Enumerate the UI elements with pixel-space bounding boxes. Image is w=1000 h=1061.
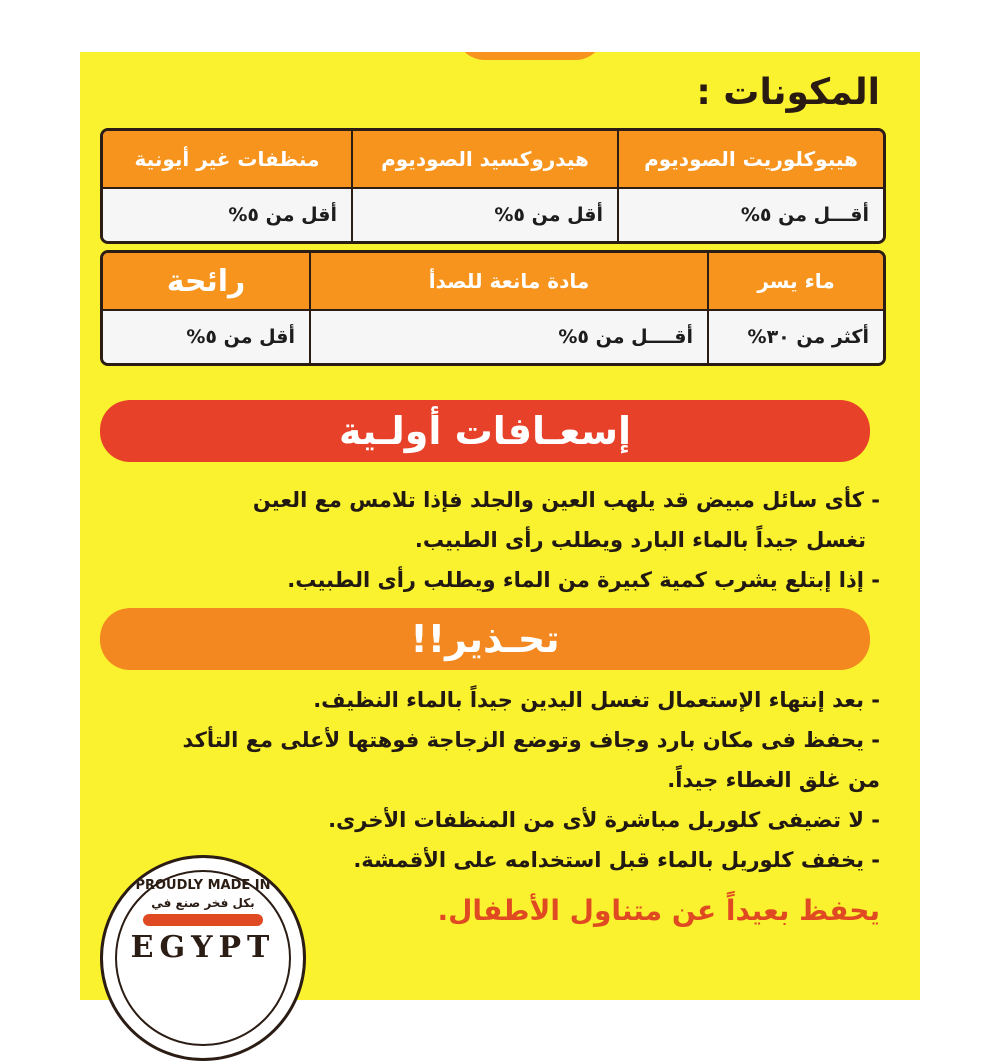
first-aid-list: [120, 480, 880, 600]
table-value-cell: أقل من ٥%: [353, 189, 617, 241]
seal-arabic-text: بكل فخر صنع في: [151, 896, 255, 910]
table-header-cell: هيدروكسيد الصوديوم: [353, 131, 617, 189]
table-value-cell: أكثر من ٣٠%: [709, 311, 883, 363]
list-item: - كأى سائل مبيض قد يلهب العين والجلد فإذا تلامس مع العين: [252, 488, 880, 512]
table-column: [707, 253, 883, 363]
table-column: [309, 253, 707, 363]
ingredients-heading: المكونات :: [696, 72, 880, 113]
children-warning: يحفظ بعيداً عن متناول الأطفال.: [437, 894, 880, 927]
table-column: [617, 131, 883, 241]
top-decoration: [455, 52, 605, 60]
table-value-cell: أقل من ٥%: [103, 311, 309, 363]
table-column: [103, 131, 351, 241]
list-item: - بعد إنتهاء الإستعمال تغسل اليدين جيداً بالماء النظيف.: [313, 688, 880, 712]
ingredients-table-2: [100, 250, 886, 366]
table-header-cell: ماء يسر: [709, 253, 883, 311]
list-item: تغسل جيداً بالماء البارد ويطلب رأى الطبيب.: [414, 528, 866, 552]
table-header-cell: رائحة: [103, 253, 309, 311]
made-in-egypt-seal: [100, 855, 306, 1061]
table-header-cell: مادة مانعة للصدأ: [311, 253, 707, 311]
list-item: - إذا إبتلع يشرب كمية كبيرة من الماء ويطلب رأى الطبيب.: [287, 568, 880, 592]
table-column: [103, 253, 309, 363]
table-value-cell: أقــــل من ٥%: [311, 311, 707, 363]
table-column: [351, 131, 617, 241]
table-header-cell: هيبوكلوريت الصوديوم: [619, 131, 883, 189]
seal-country-text: EGYPT: [130, 930, 276, 965]
flag-stripe: [143, 914, 263, 926]
table-header-cell: منظفات غير أيونية: [103, 131, 351, 189]
list-item: - يخفف كلوريل بالماء قبل استخدامه على الأقمشة.: [353, 848, 880, 872]
seal-top-text: PROUDLY MADE IN: [135, 878, 271, 893]
warning-list: [120, 680, 880, 880]
table-value-cell: أقـــل من ٥%: [619, 189, 883, 241]
first-aid-banner: إسعـافات أولـية: [100, 400, 870, 462]
list-item: - يحفظ فى مكان بارد وجاف وتوضع الزجاجة فوهتها لأعلى مع التأكد: [182, 728, 880, 752]
table-value-cell: أقل من ٥%: [103, 189, 351, 241]
list-item: من غلق الغطاء جيداً.: [667, 768, 880, 792]
ingredients-table-1: [100, 128, 886, 244]
warning-banner: تحـذير!!: [100, 608, 870, 670]
list-item: - لا تضيفى كلوريل مباشرة لأى من المنظفات الأخرى.: [328, 808, 880, 832]
